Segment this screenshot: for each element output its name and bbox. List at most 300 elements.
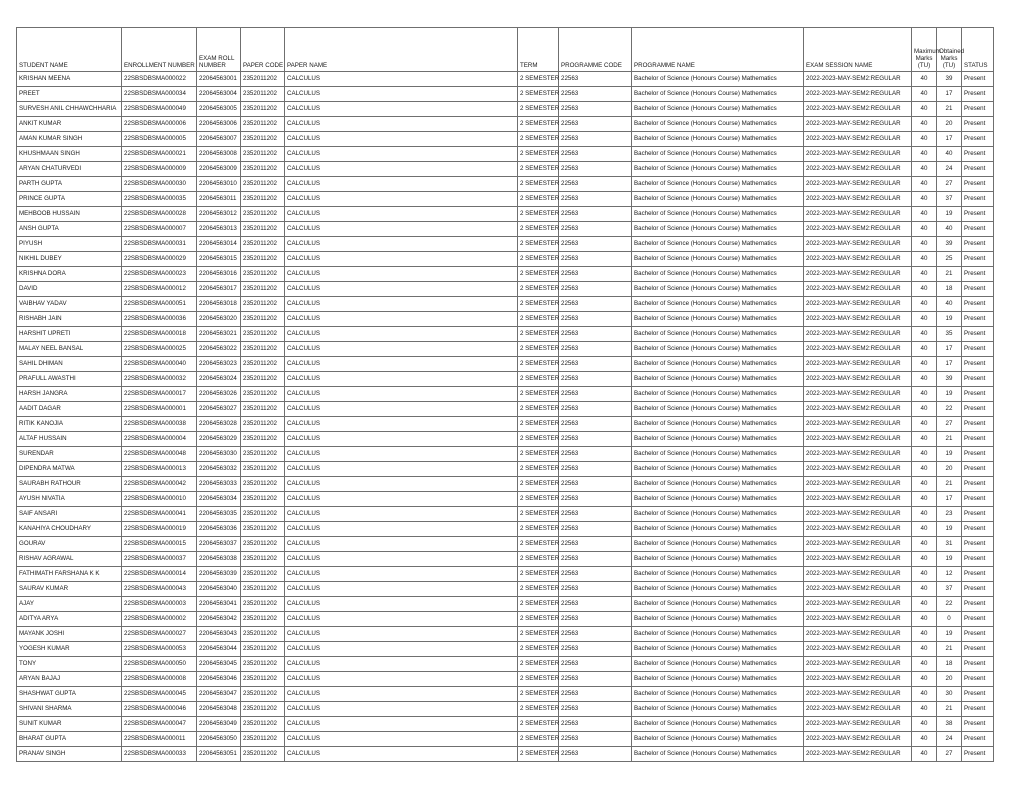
enrollment-number-cell: 22SBSDBSMA000050 <box>122 657 197 672</box>
enrollment-number-cell: 22SBSDBSMA000037 <box>122 552 197 567</box>
status-cell: Present <box>962 672 994 687</box>
paper-code-cell: 2352011202 <box>241 702 285 717</box>
table-row <box>17 297 994 312</box>
exam-session-name-cell: 2022-2023-MAY-SEM2:REGULAR <box>804 522 912 537</box>
status-cell: Present <box>962 222 994 237</box>
student-name-cell: SAHIL DHIMAN <box>17 357 122 372</box>
exam-roll-number-cell: 22064563039 <box>197 567 241 582</box>
status-cell: Present <box>962 282 994 297</box>
term-cell: 2 SEMESTER <box>518 177 559 192</box>
status-cell: Present <box>962 237 994 252</box>
paper-code-cell: 2352011202 <box>241 162 285 177</box>
programme-name-cell: Bachelor of Science (Honours Course) Mathematics <box>632 507 804 522</box>
programme-name-cell: Bachelor of Science (Honours Course) Mathematics <box>632 102 804 117</box>
table-row <box>17 672 994 687</box>
programme-name-cell: Bachelor of Science (Honours Course) Mathematics <box>632 402 804 417</box>
obtained-marks-cell: 19 <box>937 207 962 222</box>
exam-roll-number-cell: 22064563041 <box>197 597 241 612</box>
student-name-cell: MEHBOOB HUSSAIN <box>17 207 122 222</box>
term-cell: 2 SEMESTER <box>518 657 559 672</box>
obtained-marks-cell: 20 <box>937 462 962 477</box>
maximum-marks-cell: 40 <box>912 432 937 447</box>
paper-code-cell: 2352011202 <box>241 447 285 462</box>
exam-roll-number-cell: 22064563046 <box>197 672 241 687</box>
programme-name-cell: Bachelor of Science (Honours Course) Mathematics <box>632 207 804 222</box>
term-cell: 2 SEMESTER <box>518 357 559 372</box>
student-name-cell: VAIBHAV YADAV <box>17 297 122 312</box>
enrollment-number-cell: 22SBSDBSMA000019 <box>122 522 197 537</box>
programme-name-cell: Bachelor of Science (Honours Course) Mathematics <box>632 627 804 642</box>
col-header-exam-roll-number: EXAM ROLL NUMBER <box>197 28 241 72</box>
exam-session-name-cell: 2022-2023-MAY-SEM2:REGULAR <box>804 702 912 717</box>
col-header-programme-code: PROGRAMME CODE <box>559 28 632 72</box>
obtained-marks-cell: 18 <box>937 282 962 297</box>
term-cell: 2 SEMESTER <box>518 297 559 312</box>
student-name-cell: MAYANK JOSHI <box>17 627 122 642</box>
col-header-paper-code: PAPER CODE <box>241 28 285 72</box>
table-row <box>17 507 994 522</box>
maximum-marks-cell: 40 <box>912 642 937 657</box>
maximum-marks-cell: 40 <box>912 747 937 762</box>
exam-session-name-cell: 2022-2023-MAY-SEM2:REGULAR <box>804 687 912 702</box>
programme-name-cell: Bachelor of Science (Honours Course) Mathematics <box>632 192 804 207</box>
programme-name-cell: Bachelor of Science (Honours Course) Mathematics <box>632 87 804 102</box>
status-cell: Present <box>962 252 994 267</box>
obtained-marks-cell: 19 <box>937 387 962 402</box>
table-row <box>17 87 994 102</box>
student-name-cell: TONY <box>17 657 122 672</box>
obtained-marks-cell: 19 <box>937 552 962 567</box>
student-name-cell: HARSH JANGRA <box>17 387 122 402</box>
paper-code-cell: 2352011202 <box>241 387 285 402</box>
programme-code-cell: 22563 <box>559 432 632 447</box>
exam-session-name-cell: 2022-2023-MAY-SEM2:REGULAR <box>804 282 912 297</box>
programme-name-cell: Bachelor of Science (Honours Course) Mathematics <box>632 537 804 552</box>
exam-session-name-cell: 2022-2023-MAY-SEM2:REGULAR <box>804 342 912 357</box>
obtained-marks-cell: 31 <box>937 537 962 552</box>
obtained-marks-cell: 22 <box>937 402 962 417</box>
programme-code-cell: 22563 <box>559 492 632 507</box>
obtained-marks-cell: 38 <box>937 717 962 732</box>
paper-name-cell: CALCULUS <box>285 417 518 432</box>
obtained-marks-cell: 24 <box>937 732 962 747</box>
enrollment-number-cell: 22SBSDBSMA000034 <box>122 87 197 102</box>
obtained-marks-cell: 40 <box>937 222 962 237</box>
exam-session-name-cell: 2022-2023-MAY-SEM2:REGULAR <box>804 507 912 522</box>
paper-name-cell: CALCULUS <box>285 732 518 747</box>
exam-session-name-cell: 2022-2023-MAY-SEM2:REGULAR <box>804 537 912 552</box>
paper-name-cell: CALCULUS <box>285 327 518 342</box>
obtained-marks-cell: 21 <box>937 477 962 492</box>
paper-code-cell: 2352011202 <box>241 342 285 357</box>
exam-session-name-cell: 2022-2023-MAY-SEM2:REGULAR <box>804 552 912 567</box>
paper-code-cell: 2352011202 <box>241 582 285 597</box>
paper-code-cell: 2352011202 <box>241 537 285 552</box>
paper-code-cell: 2352011202 <box>241 747 285 762</box>
programme-name-cell: Bachelor of Science (Honours Course) Mathematics <box>632 267 804 282</box>
exam-session-name-cell: 2022-2023-MAY-SEM2:REGULAR <box>804 87 912 102</box>
exam-roll-number-cell: 22064563024 <box>197 372 241 387</box>
status-cell: Present <box>962 627 994 642</box>
paper-name-cell: CALCULUS <box>285 567 518 582</box>
programme-code-cell: 22563 <box>559 477 632 492</box>
obtained-marks-cell: 21 <box>937 267 962 282</box>
maximum-marks-cell: 40 <box>912 327 937 342</box>
term-cell: 2 SEMESTER <box>518 372 559 387</box>
exam-roll-number-cell: 22064563014 <box>197 237 241 252</box>
enrollment-number-cell: 22SBSDBSMA000010 <box>122 492 197 507</box>
paper-name-cell: CALCULUS <box>285 672 518 687</box>
student-name-cell: RISHABH JAIN <box>17 312 122 327</box>
paper-name-cell: CALCULUS <box>285 537 518 552</box>
programme-code-cell: 22563 <box>559 252 632 267</box>
programme-code-cell: 22563 <box>559 672 632 687</box>
student-name-cell: PRAFULL AWASTHI <box>17 372 122 387</box>
exam-session-name-cell: 2022-2023-MAY-SEM2:REGULAR <box>804 102 912 117</box>
programme-code-cell: 22563 <box>559 207 632 222</box>
status-cell: Present <box>962 312 994 327</box>
programme-code-cell: 22563 <box>559 402 632 417</box>
table-row <box>17 747 994 762</box>
status-cell: Present <box>962 357 994 372</box>
programme-code-cell: 22563 <box>559 552 632 567</box>
enrollment-number-cell: 22SBSDBSMA000006 <box>122 117 197 132</box>
student-name-cell: GOURAV <box>17 537 122 552</box>
paper-name-cell: CALCULUS <box>285 267 518 282</box>
student-name-cell: ADITYA ARYA <box>17 612 122 627</box>
paper-code-cell: 2352011202 <box>241 312 285 327</box>
results-table <box>16 27 994 762</box>
programme-name-cell: Bachelor of Science (Honours Course) Mathematics <box>632 447 804 462</box>
programme-name-cell: Bachelor of Science (Honours Course) Mathematics <box>632 72 804 87</box>
enrollment-number-cell: 22SBSDBSMA000023 <box>122 267 197 282</box>
term-cell: 2 SEMESTER <box>518 327 559 342</box>
paper-code-cell: 2352011202 <box>241 567 285 582</box>
paper-code-cell: 2352011202 <box>241 192 285 207</box>
table-row <box>17 447 994 462</box>
student-name-cell: AYUSH NIVATIA <box>17 492 122 507</box>
programme-code-cell: 22563 <box>559 567 632 582</box>
paper-name-cell: CALCULUS <box>285 72 518 87</box>
exam-session-name-cell: 2022-2023-MAY-SEM2:REGULAR <box>804 732 912 747</box>
term-cell: 2 SEMESTER <box>518 567 559 582</box>
term-cell: 2 SEMESTER <box>518 237 559 252</box>
status-cell: Present <box>962 702 994 717</box>
student-name-cell: SAIF ANSARI <box>17 507 122 522</box>
programme-code-cell: 22563 <box>559 282 632 297</box>
maximum-marks-cell: 40 <box>912 267 937 282</box>
paper-code-cell: 2352011202 <box>241 132 285 147</box>
exam-roll-number-cell: 22064563015 <box>197 252 241 267</box>
exam-roll-number-cell: 22064563026 <box>197 387 241 402</box>
programme-name-cell: Bachelor of Science (Honours Course) Mathematics <box>632 432 804 447</box>
student-name-cell: SURENDAR <box>17 447 122 462</box>
maximum-marks-cell: 40 <box>912 402 937 417</box>
programme-code-cell: 22563 <box>559 312 632 327</box>
programme-code-cell: 22563 <box>559 537 632 552</box>
col-header-exam-session-name: EXAM SESSION NAME <box>804 28 912 72</box>
obtained-marks-cell: 37 <box>937 192 962 207</box>
maximum-marks-cell: 40 <box>912 237 937 252</box>
enrollment-number-cell: 22SBSDBSMA000051 <box>122 297 197 312</box>
paper-code-cell: 2352011202 <box>241 732 285 747</box>
enrollment-number-cell: 22SBSDBSMA000004 <box>122 432 197 447</box>
paper-code-cell: 2352011202 <box>241 297 285 312</box>
term-cell: 2 SEMESTER <box>518 162 559 177</box>
paper-name-cell: CALCULUS <box>285 597 518 612</box>
student-name-cell: PRINCE GUPTA <box>17 192 122 207</box>
maximum-marks-cell: 40 <box>912 357 937 372</box>
status-cell: Present <box>962 192 994 207</box>
maximum-marks-cell: 40 <box>912 372 937 387</box>
paper-code-cell: 2352011202 <box>241 147 285 162</box>
term-cell: 2 SEMESTER <box>518 687 559 702</box>
obtained-marks-cell: 19 <box>937 522 962 537</box>
programme-name-cell: Bachelor of Science (Honours Course) Mathematics <box>632 612 804 627</box>
status-cell: Present <box>962 87 994 102</box>
programme-code-cell: 22563 <box>559 237 632 252</box>
obtained-marks-cell: 21 <box>937 702 962 717</box>
programme-name-cell: Bachelor of Science (Honours Course) Mathematics <box>632 162 804 177</box>
paper-name-cell: CALCULUS <box>285 162 518 177</box>
obtained-marks-cell: 21 <box>937 102 962 117</box>
programme-name-cell: Bachelor of Science (Honours Course) Mathematics <box>632 177 804 192</box>
table-row <box>17 252 994 267</box>
status-cell: Present <box>962 612 994 627</box>
enrollment-number-cell: 22SBSDBSMA000015 <box>122 537 197 552</box>
status-cell: Present <box>962 717 994 732</box>
exam-session-name-cell: 2022-2023-MAY-SEM2:REGULAR <box>804 132 912 147</box>
student-name-cell: ARYAN CHATURVEDI <box>17 162 122 177</box>
term-cell: 2 SEMESTER <box>518 627 559 642</box>
student-name-cell: SUNIT KUMAR <box>17 717 122 732</box>
exam-roll-number-cell: 22064563007 <box>197 132 241 147</box>
paper-name-cell: CALCULUS <box>285 492 518 507</box>
enrollment-number-cell: 22SBSDBSMA000032 <box>122 372 197 387</box>
term-cell: 2 SEMESTER <box>518 387 559 402</box>
paper-name-cell: CALCULUS <box>285 522 518 537</box>
programme-name-cell: Bachelor of Science (Honours Course) Mathematics <box>632 477 804 492</box>
exam-session-name-cell: 2022-2023-MAY-SEM2:REGULAR <box>804 267 912 282</box>
programme-code-cell: 22563 <box>559 687 632 702</box>
programme-name-cell: Bachelor of Science (Honours Course) Mathematics <box>632 552 804 567</box>
exam-session-name-cell: 2022-2023-MAY-SEM2:REGULAR <box>804 447 912 462</box>
maximum-marks-cell: 40 <box>912 507 937 522</box>
enrollment-number-cell: 22SBSDBSMA000011 <box>122 732 197 747</box>
col-header-programme-name: PROGRAMME NAME <box>632 28 804 72</box>
exam-roll-number-cell: 22064563016 <box>197 267 241 282</box>
paper-code-cell: 2352011202 <box>241 372 285 387</box>
status-cell: Present <box>962 507 994 522</box>
paper-code-cell: 2352011202 <box>241 597 285 612</box>
paper-name-cell: CALCULUS <box>285 87 518 102</box>
exam-session-name-cell: 2022-2023-MAY-SEM2:REGULAR <box>804 477 912 492</box>
enrollment-number-cell: 22SBSDBSMA000003 <box>122 597 197 612</box>
student-name-cell: MALAY NEEL BANSAL <box>17 342 122 357</box>
exam-roll-number-cell: 22064563013 <box>197 222 241 237</box>
exam-session-name-cell: 2022-2023-MAY-SEM2:REGULAR <box>804 147 912 162</box>
exam-session-name-cell: 2022-2023-MAY-SEM2:REGULAR <box>804 597 912 612</box>
paper-name-cell: CALCULUS <box>285 657 518 672</box>
status-cell: Present <box>962 432 994 447</box>
programme-name-cell: Bachelor of Science (Honours Course) Mathematics <box>632 117 804 132</box>
student-name-cell: ANKIT KUMAR <box>17 117 122 132</box>
enrollment-number-cell: 22SBSDBSMA000005 <box>122 132 197 147</box>
paper-code-cell: 2352011202 <box>241 72 285 87</box>
paper-code-cell: 2352011202 <box>241 717 285 732</box>
maximum-marks-cell: 40 <box>912 162 937 177</box>
obtained-marks-cell: 21 <box>937 642 962 657</box>
maximum-marks-cell: 40 <box>912 702 937 717</box>
student-name-cell: YOGESH KUMAR <box>17 642 122 657</box>
term-cell: 2 SEMESTER <box>518 732 559 747</box>
exam-roll-number-cell: 22064563043 <box>197 627 241 642</box>
programme-code-cell: 22563 <box>559 327 632 342</box>
paper-name-cell: CALCULUS <box>285 297 518 312</box>
table-row <box>17 612 994 627</box>
programme-code-cell: 22563 <box>559 747 632 762</box>
obtained-marks-cell: 39 <box>937 237 962 252</box>
obtained-marks-cell: 27 <box>937 417 962 432</box>
obtained-marks-cell: 39 <box>937 72 962 87</box>
term-cell: 2 SEMESTER <box>518 462 559 477</box>
table-row <box>17 432 994 447</box>
programme-name-cell: Bachelor of Science (Honours Course) Mathematics <box>632 582 804 597</box>
status-cell: Present <box>962 297 994 312</box>
student-name-cell: RISHAV AGRAWAL <box>17 552 122 567</box>
table-row <box>17 567 994 582</box>
paper-code-cell: 2352011202 <box>241 552 285 567</box>
programme-code-cell: 22563 <box>559 372 632 387</box>
status-cell: Present <box>962 552 994 567</box>
paper-code-cell: 2352011202 <box>241 492 285 507</box>
table-row <box>17 177 994 192</box>
programme-code-cell: 22563 <box>559 732 632 747</box>
exam-roll-number-cell: 22064563020 <box>197 312 241 327</box>
enrollment-number-cell: 22SBSDBSMA000029 <box>122 252 197 267</box>
programme-code-cell: 22563 <box>559 597 632 612</box>
exam-session-name-cell: 2022-2023-MAY-SEM2:REGULAR <box>804 237 912 252</box>
enrollment-number-cell: 22SBSDBSMA000033 <box>122 747 197 762</box>
programme-code-cell: 22563 <box>559 642 632 657</box>
table-row <box>17 702 994 717</box>
maximum-marks-cell: 40 <box>912 477 937 492</box>
obtained-marks-cell: 17 <box>937 132 962 147</box>
maximum-marks-cell: 40 <box>912 447 937 462</box>
table-row <box>17 117 994 132</box>
term-cell: 2 SEMESTER <box>518 492 559 507</box>
programme-name-cell: Bachelor of Science (Honours Course) Mathematics <box>632 327 804 342</box>
enrollment-number-cell: 22SBSDBSMA000018 <box>122 327 197 342</box>
student-name-cell: PRANAV SINGH <box>17 747 122 762</box>
student-name-cell: KHUSHMAAN SINGH <box>17 147 122 162</box>
enrollment-number-cell: 22SBSDBSMA000008 <box>122 672 197 687</box>
table-row <box>17 237 994 252</box>
exam-roll-number-cell: 22064563033 <box>197 477 241 492</box>
status-cell: Present <box>962 732 994 747</box>
enrollment-number-cell: 22SBSDBSMA000047 <box>122 717 197 732</box>
maximum-marks-cell: 40 <box>912 192 937 207</box>
student-name-cell: SAURABH RATHOUR <box>17 477 122 492</box>
student-name-cell: DIPENDRA MATWA <box>17 462 122 477</box>
paper-code-cell: 2352011202 <box>241 612 285 627</box>
term-cell: 2 SEMESTER <box>518 342 559 357</box>
programme-name-cell: Bachelor of Science (Honours Course) Mathematics <box>632 417 804 432</box>
table-row <box>17 582 994 597</box>
programme-name-cell: Bachelor of Science (Honours Course) Mathematics <box>632 747 804 762</box>
programme-code-cell: 22563 <box>559 522 632 537</box>
paper-code-cell: 2352011202 <box>241 222 285 237</box>
programme-name-cell: Bachelor of Science (Honours Course) Mathematics <box>632 222 804 237</box>
paper-code-cell: 2352011202 <box>241 687 285 702</box>
exam-roll-number-cell: 22064563022 <box>197 342 241 357</box>
student-name-cell: KANAHIYA CHOUDHARY <box>17 522 122 537</box>
term-cell: 2 SEMESTER <box>518 702 559 717</box>
enrollment-number-cell: 22SBSDBSMA000013 <box>122 462 197 477</box>
paper-name-cell: CALCULUS <box>285 702 518 717</box>
paper-name-cell: CALCULUS <box>285 237 518 252</box>
maximum-marks-cell: 40 <box>912 177 937 192</box>
enrollment-number-cell: 22SBSDBSMA000048 <box>122 447 197 462</box>
programme-name-cell: Bachelor of Science (Honours Course) Mathematics <box>632 282 804 297</box>
programme-code-cell: 22563 <box>559 87 632 102</box>
exam-roll-number-cell: 22064563050 <box>197 732 241 747</box>
paper-name-cell: CALCULUS <box>285 387 518 402</box>
exam-session-name-cell: 2022-2023-MAY-SEM2:REGULAR <box>804 207 912 222</box>
programme-name-cell: Bachelor of Science (Honours Course) Mathematics <box>632 252 804 267</box>
paper-name-cell: CALCULUS <box>285 147 518 162</box>
table-row <box>17 357 994 372</box>
paper-name-cell: CALCULUS <box>285 402 518 417</box>
programme-name-cell: Bachelor of Science (Honours Course) Mathematics <box>632 462 804 477</box>
paper-code-cell: 2352011202 <box>241 177 285 192</box>
paper-code-cell: 2352011202 <box>241 462 285 477</box>
programme-code-cell: 22563 <box>559 102 632 117</box>
paper-name-cell: CALCULUS <box>285 312 518 327</box>
term-cell: 2 SEMESTER <box>518 582 559 597</box>
enrollment-number-cell: 22SBSDBSMA000007 <box>122 222 197 237</box>
table-row <box>17 162 994 177</box>
obtained-marks-cell: 19 <box>937 627 962 642</box>
obtained-marks-cell: 25 <box>937 252 962 267</box>
header-row <box>17 28 994 72</box>
programme-code-cell: 22563 <box>559 702 632 717</box>
exam-session-name-cell: 2022-2023-MAY-SEM2:REGULAR <box>804 177 912 192</box>
term-cell: 2 SEMESTER <box>518 747 559 762</box>
paper-code-cell: 2352011202 <box>241 672 285 687</box>
maximum-marks-cell: 40 <box>912 492 937 507</box>
exam-session-name-cell: 2022-2023-MAY-SEM2:REGULAR <box>804 582 912 597</box>
programme-name-cell: Bachelor of Science (Honours Course) Mathematics <box>632 312 804 327</box>
programme-name-cell: Bachelor of Science (Honours Course) Mathematics <box>632 297 804 312</box>
paper-name-cell: CALCULUS <box>285 552 518 567</box>
exam-roll-number-cell: 22064563004 <box>197 87 241 102</box>
paper-code-cell: 2352011202 <box>241 87 285 102</box>
paper-code-cell: 2352011202 <box>241 252 285 267</box>
programme-name-cell: Bachelor of Science (Honours Course) Mathematics <box>632 387 804 402</box>
obtained-marks-cell: 17 <box>937 492 962 507</box>
paper-name-cell: CALCULUS <box>285 747 518 762</box>
paper-name-cell: CALCULUS <box>285 177 518 192</box>
exam-roll-number-cell: 22064563048 <box>197 702 241 717</box>
paper-code-cell: 2352011202 <box>241 507 285 522</box>
student-name-cell: HARSHIT UPRETI <box>17 327 122 342</box>
term-cell: 2 SEMESTER <box>518 507 559 522</box>
table-row <box>17 462 994 477</box>
paper-code-cell: 2352011202 <box>241 117 285 132</box>
student-name-cell: KRISHNA DORA <box>17 267 122 282</box>
exam-roll-number-cell: 22064563009 <box>197 162 241 177</box>
